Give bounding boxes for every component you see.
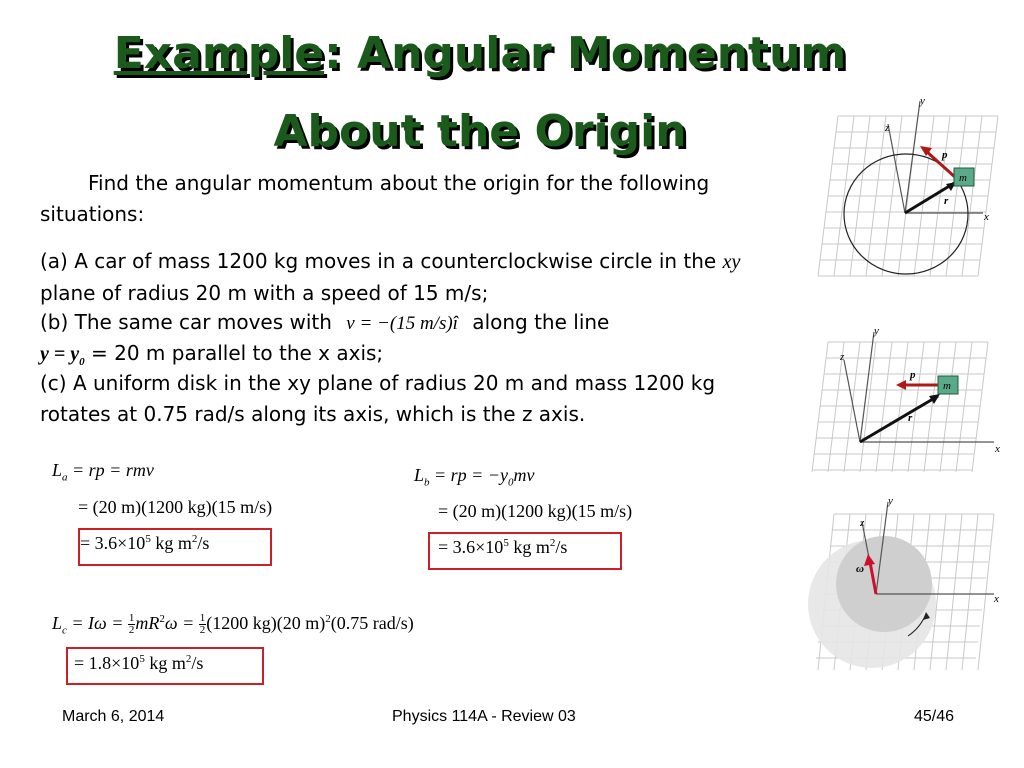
lc-units-tail: /s [191, 653, 204, 673]
la-units-exp: 2 [191, 533, 198, 545]
label-x-2: x [995, 443, 1000, 455]
part-a-prefix: (a) A car of mass 1200 kg moves in a counterclockwise circle in the [40, 249, 723, 273]
diagram-circular-motion [808, 96, 1004, 286]
label-z-3: z [860, 517, 865, 529]
part-b-prefix: (b) The same car moves with [40, 310, 339, 334]
diagram-rotating-disk [804, 494, 1010, 674]
part-a-italic: xy [722, 251, 741, 273]
intro-text: Find the angular momentum about the origin for the following situations: [40, 171, 710, 226]
lc-mid2: mR [135, 613, 160, 633]
slide-title [40, 26, 920, 82]
la-line2-text: = (20 m)(1200 kg)(15 m/s) [78, 497, 273, 517]
equation-lb-line1 [414, 465, 534, 489]
lb-result: = 3.6×10 [438, 537, 504, 557]
part-b-line2-eq: y = y [40, 343, 80, 365]
la-symbol: L [52, 460, 63, 480]
label-omega: ω [856, 563, 864, 575]
problem-b [40, 307, 760, 340]
problem-c [40, 368, 760, 429]
lb-sub: b [424, 476, 430, 489]
label-m-2: m [943, 380, 951, 392]
problem-a [40, 246, 760, 308]
grid-1 [818, 116, 998, 276]
lc-sub: c [62, 624, 67, 637]
la-sub: a [62, 471, 68, 484]
label-x-1: x [984, 211, 989, 223]
title-line2: About the Origin [273, 106, 687, 157]
part-b-line2-sub: 0 [79, 356, 85, 368]
equation-la-line2 [78, 497, 272, 518]
label-z-1: z [885, 122, 890, 134]
lc-frac-den: 2 [128, 624, 135, 637]
lb-sub0: 0 [507, 476, 514, 489]
lb-units-exp: 2 [549, 537, 556, 549]
lc-result: = 1.8×10 [74, 653, 140, 673]
y-axis-2 [860, 332, 874, 442]
grid-2 [812, 342, 988, 472]
lc-mid: = Iω = [66, 613, 128, 633]
footer-date: March 6, 2014 [62, 708, 165, 725]
part-b-suffix: along the line [465, 310, 610, 334]
lb-symbol: L [414, 465, 425, 485]
la-result: = 3.6×10 [80, 533, 146, 553]
r-vector-2 [860, 396, 938, 442]
la-units-tail: /s [197, 533, 210, 553]
lc-units: kg m [144, 653, 186, 673]
lc-exp: 5 [139, 653, 145, 665]
lc-frac-den-2: 2 [199, 624, 206, 637]
lb-tail: mv [513, 465, 535, 485]
footer-course: Physics 114A - Review 03 [392, 708, 576, 725]
lb-units-tail: /s [555, 537, 568, 557]
label-y-1: y [920, 96, 925, 107]
disk [836, 536, 932, 632]
label-r-1: r [944, 195, 949, 207]
equation-lc-result [74, 653, 203, 674]
diagram-linear-motion [798, 322, 1008, 480]
equation-la-line1 [52, 460, 154, 484]
z-axis-2 [844, 360, 860, 442]
la-rest: = rp = rmv [67, 460, 154, 480]
lb-exp: 5 [503, 537, 509, 549]
equation-lc-line1 [52, 613, 414, 637]
lc-mid2-exp: 2 [159, 613, 165, 625]
lc-tail-exp: 2 [325, 613, 331, 625]
label-r-2: r [908, 412, 913, 424]
label-p-1: p [942, 149, 948, 161]
lc-symbol: L [52, 613, 63, 633]
equation-la-result [80, 533, 209, 554]
lc-frac-num-2: 1 [199, 612, 206, 625]
part-c-text: (c) A uniform disk in the xy plane of radius 20 m and mass 1200 kg rotates at 0.75 rad/s along its axis, which is the z axis. [40, 371, 716, 426]
equation-lb-result [438, 537, 567, 558]
la-units: kg m [150, 533, 192, 553]
lc-frac-num: 1 [128, 612, 135, 625]
lc-tail2: (0.75 rad/s) [330, 613, 414, 633]
label-y-2: y [874, 325, 879, 337]
problem-intro [40, 168, 760, 229]
equation-lb-line2 [438, 501, 632, 522]
slide-title-line2 [40, 104, 920, 160]
la-exp: 5 [145, 533, 151, 545]
lc-units-exp: 2 [185, 653, 192, 665]
z-axis-1 [888, 124, 905, 213]
part-b-line2-rest: = 20 m parallel to the x axis; [84, 341, 384, 365]
lc-mid3: ω = [164, 613, 199, 633]
lb-units: kg m [508, 537, 550, 557]
label-y-3: y [888, 495, 893, 507]
footer-page: 45/46 [914, 708, 955, 725]
lb-line2-text: = (20 m)(1200 kg)(15 m/s) [438, 501, 633, 521]
part-a-suffix: plane of radius 20 m with a speed of 15 m/s; [40, 280, 489, 305]
part-b-equation: v = −(15 m/s)î [346, 313, 458, 334]
p-arrowhead-2 [896, 380, 906, 390]
label-z-2: z [840, 351, 845, 363]
title-line1: : Angular Momentum [324, 28, 847, 79]
title-underlined-word: Example [113, 28, 325, 79]
lb-rest: = rp = −y [429, 465, 508, 485]
label-x-3: x [994, 593, 999, 605]
lc-tail: (1200 kg)(20 m) [206, 613, 326, 633]
label-m-1: m [959, 172, 967, 184]
label-p-2: p [910, 369, 916, 381]
